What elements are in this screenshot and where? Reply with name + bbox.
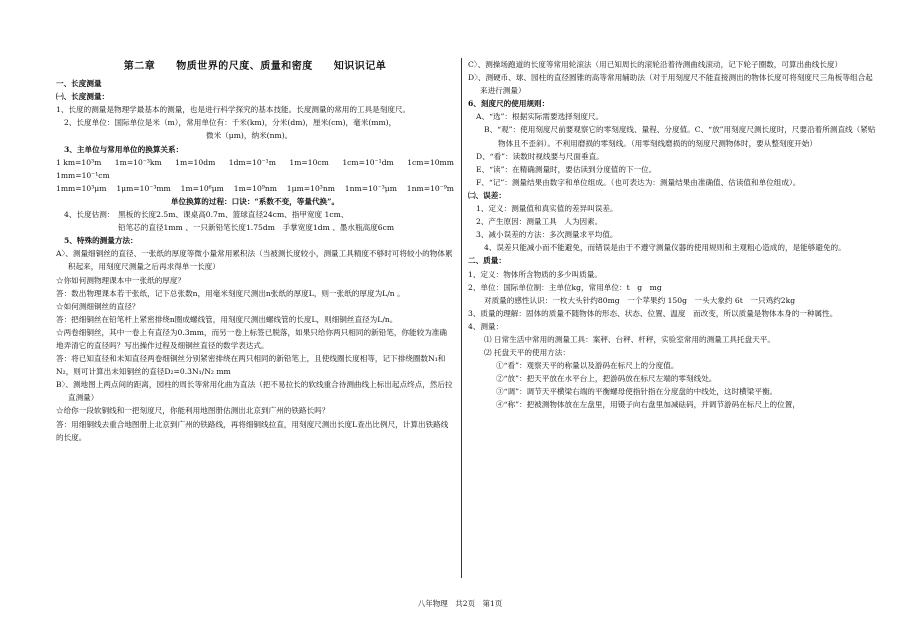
conversion: 1m=10⁹nm [233,183,277,193]
conversion: 1m=10⁶μm [180,183,224,193]
rule-item: D、“看”：读数时视线要与尺面垂直。 [476,151,604,161]
paragraph: 1、长度的测量是物理学最基本的测量，也是进行科学探究的基本技能。长度测量的常用的工具是刻度尺。 [56,105,411,115]
left-column [56,58,454,444]
conversion: 1dm=10⁻¹m [228,157,276,167]
rule-item: B、“观”：使用刻度尺前要观察它的零刻度线、量程、分度值。C、“放”用刻度尺测长度时，尺要沿着所测直线（紧贴物体且不歪斜）。不利用磨损的零刻线。（用零刻线磨损的的刻度尺测物体时，要从整刻度开始） [484,125,876,148]
subsection-heading: ㈡、误差： [468,190,506,200]
paragraph: 2、长度单位：国际单位是米（m），常用单位有：千米(km)，分米(dm)，厘米(cm)，毫米(mm)， [64,118,397,128]
answer: 答：用细铜线去重合地图册上北京到广州的铁路线，再将细铜线拉直，用刻度尺测出长度L查出比例尺，计算出铁路线的长度。 [56,419,449,442]
rule-item: E、“读”：在精确测量时，要估读到分度值的下一位。 [476,164,657,174]
question: ☆给你一段软铜线和一把刻度尺，你能利用地图册估测出北京到广州的铁路长吗？ [56,406,330,416]
page-title: 第二章 物质世界的尺度、质量和密度 知识识记单 [123,61,387,72]
conversion: 1mm=10⁻¹cm [56,170,110,180]
answer: 答：把细铜丝在铅笔杆上紧密排绕n圈成螺线管，用刻度尺测出螺线管的长度L，则细铜丝直径为L/n。 [56,314,398,324]
subsection-heading: ㈠、长度测量： [56,92,110,102]
conversion: 1μm=10³nm [286,183,335,193]
conversion: 1nm=10⁻³μm [344,183,397,193]
paragraph: D〉、测硬币、球、园柱的直径圆锥的高等常用辅助法（对于用刻度尺不能直接测出的物体长度可将刻度尺三角板等组合起来进行测量） [468,73,873,96]
question: ☆如何测细铜丝的直径？ [56,301,140,311]
paragraph: 3、主单位与常用单位的换算关系： [64,144,184,154]
paragraph: A〉、测量细铜丝的直径、一张纸的厚度等微小量常用累积法（当被测长度较小，测量工具精度不够时可将较小的物体累积起来，用刻度尺测量之后再求得单一长度） [56,249,453,272]
section-heading: 一、长度测量 [56,79,102,89]
mass-item: 4、测量： [468,321,504,331]
paragraph: 铅笔芯的直径1mm 、一只新铅笔长度1.75dm 手掌宽度1dm 、墨水瓶高度6cm [118,223,395,233]
error-item: 2、产生原因：测量工具 人为因素。 [476,217,603,227]
paragraph: 5、特殊的测量方法： [64,236,138,246]
paragraph: 4、长度估测： 黑板的长度2.5m、课桌高0.7m、篮球直径24cm、指甲宽度 1cm、 [64,210,349,220]
paragraph: 微米（μm)，纳米(nm)。 [206,131,293,141]
answer: 答：数出物理课本若干张纸，记下总张数n，用毫米刻度尺测出n张纸的厚度L，则一张纸的厚度为L/n 。 [56,288,405,298]
conversion: 1μm=10⁻³mm [116,183,171,193]
conversion: 1 km=10³m [56,157,102,167]
conversion: 1cm=10⁻¹dm [342,157,394,167]
conversion: 1mm=10³μm [56,183,107,193]
section-heading: 二、质量： [468,256,506,266]
balance-step: ④“称”：把被测物体放在左盘里，用镊子向右盘里加减砝码，并调节游码在标尺上的位置， [496,400,800,410]
conversion-row-1 [56,156,454,169]
mass-item: 2、单位：国际单位制：主单位kg，常用单位：t g mg [468,282,662,292]
right-column [468,58,876,412]
error-item: 4、误差只能减小而不能避免，而错误是由于不遵守测量仪器的使用规则和主观粗心造成的，是能够避免的。 [484,243,846,253]
mass-item: ⑵ 托盘天平的使用方法： [484,348,570,358]
conversion-rule: 单位换算的过程：口诀：“系数不变，等量代换”。 [170,196,340,206]
conversion: 1m=10cm [289,157,329,167]
mass-item: 1、定义：物体所含物质的多少叫质量。 [468,269,602,279]
balance-step: ②“放”：把天平放在水平台上，把游码放在标尺左端的零刻线处。 [496,374,717,384]
conversion: 1m=10dm [175,157,216,167]
error-item: 1、定义：测量值和真实值的差异叫误差。 [476,204,618,214]
paragraph: C〉、测操场跑道的长度等常用轮滚法（用已知周长的滚轮沿着待测曲线滚动，记下轮子圈数，可算出曲线长度） [468,60,843,69]
balance-step: ③“调”：调节天平横梁右端的平衡螺母使指针指在分度盘的中线处，这时横梁平衡。 [496,387,778,397]
question: ☆两卷细铜丝，其中一卷上有直径为0.3mm，而另一卷上标签已脱落，如果只给你两只相同的新铅笔，你能较为准确地弄清它的直径吗？写出操作过程及细铜丝直径的数学表达式。 [56,327,447,350]
error-item: 3、减小误差的方法：多次测量求平均值。 [476,230,618,240]
balance-step: ①“看”：观察天平的称量以及游码在标尺上的分度值。 [496,361,679,371]
question: ☆你如何测物理课本中一张纸的厚度？ [56,275,186,285]
page-footer: 八年物理 共2页 第1页 [417,599,503,608]
section-heading: 6、刻度尺的使用规则： [468,99,550,109]
conversion: 1cm=10mm [407,157,454,167]
rule-item: F、“记”：测量结果由数字和单位组成。（也可表达为：测量结果由准确值、估读值和单位组成）。 [476,177,801,187]
column-divider [461,58,462,578]
mass-item: ⑴ 日常生活中常用的测量工具：案秤、台秤、杆秤，实验室常用的测量工具托盘天平。 [484,334,775,344]
conversion: 1m=10⁻³km [114,157,162,167]
answer: 答：将已知直径和未知直径两卷细铜丝分别紧密排绕在两只相同的新铅笔上，且使线圈长度相等，记下排绕圈数N₁和N₂，则可计算出未知铜丝的直径D₂=0.3N₁/N₂ mm [56,354,446,377]
conversion-row-2 [56,182,454,195]
paragraph: B〉、测地图上两点间的距离，园柱的周长等常用化曲为直法（把不易拉长的软线重合待测曲线上标出起点终点，然后拉直测量） [56,380,453,403]
rule-item: A、“选”：根据实际需要选择刻度尺。 [476,112,604,122]
mass-item: 3、质量的理解：固体的质量不随物体的形态、状态、位置、温度 而改变，所以质量是物体本身的一种属性。 [468,308,838,318]
mass-item: 对质量的感性认识：一枚大头针约80mg 一个苹果约 150g 一头大象约 6t 一只鸡约2kg [484,295,796,305]
conversion: 1nm=10⁻⁹m [406,183,454,193]
